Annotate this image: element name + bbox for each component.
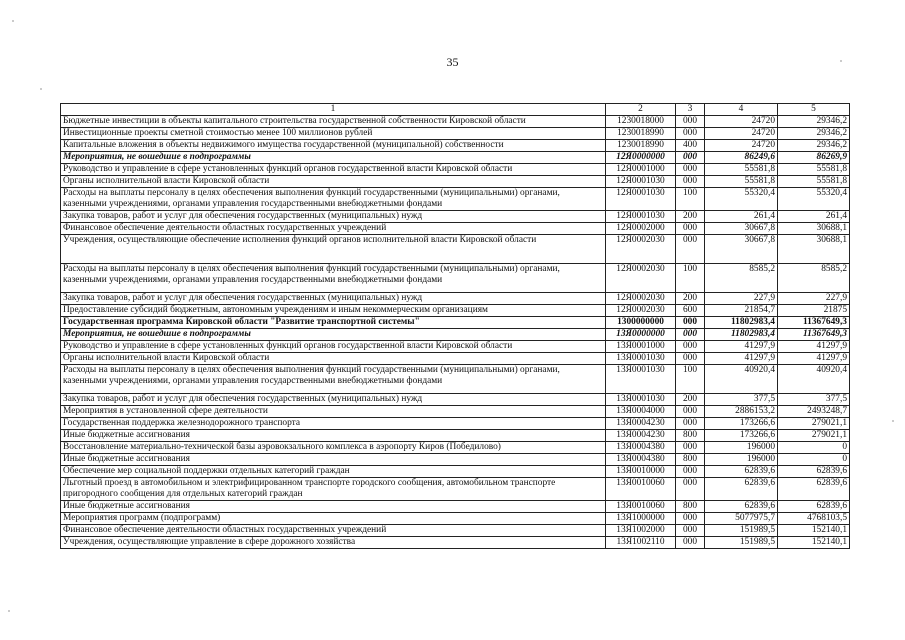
row-type-cell: 000 [676, 317, 705, 329]
row-year1-value: 261,4 [705, 211, 778, 223]
table-row [61, 525, 850, 537]
row-year2-value: 377,5 [778, 394, 850, 406]
row-code-cell: 1230018990 [606, 128, 676, 140]
row-year1-value: 196000 [705, 442, 778, 454]
row-type-cell: 100 [676, 188, 705, 211]
row-type-cell: 800 [676, 454, 705, 466]
row-name-cell: Обеспечение мер социальной поддержки отдельных категорий граждан [61, 466, 606, 478]
row-type-cell: 000 [676, 442, 705, 454]
row-year2-value: 261,4 [778, 211, 850, 223]
row-year1-value: 8585,2 [705, 264, 778, 293]
row-year2-value: 152140,1 [778, 525, 850, 537]
row-name-cell: Руководство и управление в сфере установленных функций органов государственной власти Кировской области [61, 164, 606, 176]
row-type-cell: 000 [676, 353, 705, 365]
table-row [61, 430, 850, 442]
row-year1-value: 41297,9 [705, 341, 778, 353]
row-year1-value: 40920,4 [705, 365, 778, 394]
row-code-cell: 13Я0004000 [606, 406, 676, 418]
row-name-cell: Иные бюджетные ассигнования [61, 454, 606, 466]
table-row [61, 353, 850, 365]
row-type-cell: 800 [676, 501, 705, 513]
row-type-cell: 000 [676, 116, 705, 128]
row-code-cell: 13Я0010060 [606, 501, 676, 513]
row-code-cell: 13Я0001030 [606, 365, 676, 394]
row-year1-value: 30667,8 [705, 223, 778, 235]
row-code-cell: 13Я0004380 [606, 454, 676, 466]
scan-speck [40, 88, 42, 90]
row-code-cell: 12Я0002000 [606, 223, 676, 235]
row-year2-value: 29346,2 [778, 140, 850, 152]
row-year2-value: 152140,1 [778, 537, 850, 549]
table-row [61, 293, 850, 305]
row-year2-value: 30688,1 [778, 223, 850, 235]
row-name-cell: Мероприятия, не вошедшие в подпрограммы [61, 329, 606, 341]
table-row [61, 442, 850, 454]
row-code-cell: 13Я0010000 [606, 466, 676, 478]
row-year1-value: 55581,8 [705, 176, 778, 188]
table-row [61, 394, 850, 406]
row-name-cell: Расходы на выплаты персоналу в целях обеспечения выполнения функций государственными (муниципальными) органами, казенными учреждениями, органами управления государственными внебюджетными фондами [61, 188, 606, 211]
row-year2-value: 40920,4 [778, 365, 850, 394]
row-year2-value: 41297,9 [778, 353, 850, 365]
row-type-cell: 000 [676, 406, 705, 418]
row-year2-value: 0 [778, 442, 850, 454]
row-type-cell: 800 [676, 430, 705, 442]
table-row [61, 140, 850, 152]
row-name-cell: Финансовое обеспечение деятельности областных государственных учреждений [61, 223, 606, 235]
row-year2-value: 2493248,7 [778, 406, 850, 418]
table-row [61, 116, 850, 128]
row-year1-value: 151989,5 [705, 525, 778, 537]
scan-speck [8, 610, 10, 612]
row-name-cell: Государственная поддержка железнодорожного транспорта [61, 418, 606, 430]
row-code-cell: 13Я0001000 [606, 341, 676, 353]
table-row [61, 406, 850, 418]
row-name-cell: Закупка товаров, работ и услуг для обеспечения государственных (муниципальных) нужд [61, 293, 606, 305]
row-type-cell: 000 [676, 164, 705, 176]
header-col-code: 2 [606, 104, 676, 116]
table-row [61, 513, 850, 525]
row-year1-value: 151989,5 [705, 537, 778, 549]
table-row [61, 329, 850, 341]
row-year1-value: 2886153,2 [705, 406, 778, 418]
row-type-cell: 000 [676, 341, 705, 353]
row-code-cell: 13Я0010060 [606, 478, 676, 501]
row-year1-value: 24720 [705, 140, 778, 152]
scan-speck [892, 420, 894, 422]
row-name-cell: Органы исполнительной власти Кировской области [61, 176, 606, 188]
row-type-cell: 400 [676, 140, 705, 152]
row-code-cell: 13Я0004230 [606, 430, 676, 442]
row-year1-value: 41297,9 [705, 353, 778, 365]
row-type-cell: 000 [676, 418, 705, 430]
row-name-cell: Закупка товаров, работ и услуг для обеспечения государственных (муниципальных) нужд [61, 394, 606, 406]
row-code-cell: 12Я0001030 [606, 211, 676, 223]
row-year1-value: 173266,6 [705, 418, 778, 430]
table-row [61, 478, 850, 501]
row-name-cell: Учреждения, осуществляющие управление в сфере дорожного хозяйства [61, 537, 606, 549]
table-row [61, 466, 850, 478]
table-row [61, 152, 850, 164]
row-year2-value: 55581,8 [778, 164, 850, 176]
header-col-year1: 4 [705, 104, 778, 116]
row-year2-value: 55581,8 [778, 176, 850, 188]
row-year2-value: 41297,9 [778, 341, 850, 353]
row-name-cell: Льготный проезд в автомобильном и электрифицированном транспорте городского сообщения, автомобильном транспорте пригородного сообщения для отдельных категорий граждан [61, 478, 606, 501]
row-code-cell: 12Я0001030 [606, 188, 676, 211]
row-year1-value: 5077975,7 [705, 513, 778, 525]
row-type-cell: 000 [676, 176, 705, 188]
row-type-cell: 100 [676, 264, 705, 293]
row-name-cell: Мероприятия программ (подпрограмм) [61, 513, 606, 525]
row-name-cell: Предоставление субсидий бюджетным, автономным учреждениям и иным некоммерческим организациям [61, 305, 606, 317]
row-year1-value: 62839,6 [705, 501, 778, 513]
row-year2-value: 21875 [778, 305, 850, 317]
row-code-cell: 12Я0001030 [606, 176, 676, 188]
row-year1-value: 55320,4 [705, 188, 778, 211]
row-type-cell: 000 [676, 466, 705, 478]
row-year1-value: 227,9 [705, 293, 778, 305]
row-name-cell: Восстановление материально-технической базы аэровокзального комплекса в аэропорту Киров (Победилово) [61, 442, 606, 454]
row-type-cell: 000 [676, 152, 705, 164]
row-code-cell: 1230018990 [606, 140, 676, 152]
row-year1-value: 21854,7 [705, 305, 778, 317]
row-year1-value: 55581,8 [705, 164, 778, 176]
row-year1-value: 62839,6 [705, 478, 778, 501]
table-row [61, 501, 850, 513]
row-type-cell: 000 [676, 537, 705, 549]
row-code-cell: 1300000000 [606, 317, 676, 329]
row-code-cell: 12Я0002030 [606, 264, 676, 293]
row-year1-value: 11802983,4 [705, 329, 778, 341]
row-year2-value: 279021,1 [778, 430, 850, 442]
row-year1-value: 30667,8 [705, 235, 778, 264]
scan-speck [840, 60, 842, 62]
row-name-cell: Государственная программа Кировской области "Развитие транспортной системы" [61, 317, 606, 329]
row-year2-value: 62839,6 [778, 478, 850, 501]
row-type-cell: 200 [676, 211, 705, 223]
header-col-name: 1 [61, 104, 606, 116]
row-year2-value: 55320,4 [778, 188, 850, 211]
row-type-cell: 000 [676, 478, 705, 501]
row-code-cell: 13Я0001030 [606, 353, 676, 365]
row-year2-value: 29346,2 [778, 128, 850, 140]
row-year1-value: 377,5 [705, 394, 778, 406]
row-year2-value: 8585,2 [778, 264, 850, 293]
row-code-cell: 12Я0001000 [606, 164, 676, 176]
row-type-cell: 200 [676, 293, 705, 305]
row-name-cell: Иные бюджетные ассигнования [61, 430, 606, 442]
row-type-cell: 100 [676, 365, 705, 394]
table-row [61, 365, 850, 394]
row-code-cell: 13Я0001030 [606, 394, 676, 406]
row-code-cell: 12Я0002030 [606, 293, 676, 305]
row-type-cell: 000 [676, 525, 705, 537]
table-row [61, 537, 850, 549]
row-type-cell: 000 [676, 128, 705, 140]
row-code-cell: 13Я0004230 [606, 418, 676, 430]
table-row [61, 128, 850, 140]
row-code-cell: 12Я0000000 [606, 152, 676, 164]
row-year2-value: 4768103,5 [778, 513, 850, 525]
row-year2-value: 11367649,3 [778, 317, 850, 329]
row-code-cell: 13Я1000000 [606, 513, 676, 525]
row-type-cell: 200 [676, 394, 705, 406]
row-name-cell: Капитальные вложения в объекты недвижимого имущества государственной (муниципальной) собственности [61, 140, 606, 152]
row-code-cell: 13Я1002000 [606, 525, 676, 537]
row-name-cell: Мероприятия в установленной сфере деятельности [61, 406, 606, 418]
row-type-cell: 600 [676, 305, 705, 317]
table-row [61, 341, 850, 353]
row-year1-value: 196000 [705, 454, 778, 466]
row-code-cell: 13Я0000000 [606, 329, 676, 341]
row-code-cell: 1230018000 [606, 116, 676, 128]
table-row [61, 264, 850, 293]
row-year2-value: 62839,6 [778, 466, 850, 478]
table-row [61, 164, 850, 176]
row-year2-value: 279021,1 [778, 418, 850, 430]
row-name-cell: Иные бюджетные ассигнования [61, 501, 606, 513]
row-name-cell: Финансовое обеспечение деятельности областных государственных учреждений [61, 525, 606, 537]
table-row [61, 418, 850, 430]
row-name-cell: Расходы на выплаты персоналу в целях обеспечения выполнения функций государственными (муниципальными) органами, казенными учреждениями, органами управления государственными внебюджетными фондами [61, 264, 606, 293]
row-type-cell: 000 [676, 235, 705, 264]
row-year2-value: 0 [778, 454, 850, 466]
row-code-cell: 12Я0002030 [606, 235, 676, 264]
page-number: 35 [446, 55, 459, 69]
row-year1-value: 24720 [705, 116, 778, 128]
row-name-cell: Мероприятия, не вошедшие в подпрограммы [61, 152, 606, 164]
row-year1-value: 24720 [705, 128, 778, 140]
budget-table [60, 103, 850, 549]
table-row [61, 235, 850, 264]
row-year2-value: 227,9 [778, 293, 850, 305]
row-year2-value: 11367649,3 [778, 329, 850, 341]
row-name-cell: Расходы на выплаты персоналу в целях обеспечения выполнения функций государственными (муниципальными) органами, казенными учреждениями, органами управления государственными внебюджетными фондами [61, 365, 606, 394]
row-name-cell: Закупка товаров, работ и услуг для обеспечения государственных (муниципальных) нужд [61, 211, 606, 223]
row-name-cell: Органы исполнительной власти Кировской области [61, 353, 606, 365]
header-col-type: 3 [676, 104, 705, 116]
row-year1-value: 173266,6 [705, 430, 778, 442]
table-row [61, 317, 850, 329]
scan-speck [12, 20, 14, 22]
row-year2-value: 62839,6 [778, 501, 850, 513]
row-year2-value: 29346,2 [778, 116, 850, 128]
table-row [61, 223, 850, 235]
row-name-cell: Учреждения, осуществляющие обеспечение исполнения функций органов исполнительной власти Кировской области [61, 235, 606, 264]
row-year1-value: 62839,6 [705, 466, 778, 478]
table-row [61, 211, 850, 223]
table-row [61, 188, 850, 211]
row-code-cell: 13Я0004380 [606, 442, 676, 454]
table-row [61, 176, 850, 188]
row-name-cell: Инвестиционные проекты сметной стоимостью менее 100 миллионов рублей [61, 128, 606, 140]
row-code-cell: 12Я0002030 [606, 305, 676, 317]
table-body [61, 116, 850, 549]
row-name-cell: Руководство и управление в сфере установленных функций органов государственной власти Кировской области [61, 341, 606, 353]
row-type-cell: 000 [676, 329, 705, 341]
row-code-cell: 13Я1002110 [606, 537, 676, 549]
table-row [61, 454, 850, 466]
row-year2-value: 86269,9 [778, 152, 850, 164]
table-header-row [61, 104, 850, 116]
row-name-cell: Бюджетные инвестиции в объекты капитального строительства государственной собственности Кировской области [61, 116, 606, 128]
table-row [61, 305, 850, 317]
row-type-cell: 000 [676, 513, 705, 525]
row-type-cell: 000 [676, 223, 705, 235]
row-year1-value: 11802983,4 [705, 317, 778, 329]
row-year1-value: 86249,6 [705, 152, 778, 164]
header-col-year2: 5 [778, 104, 850, 116]
row-year2-value: 30688,1 [778, 235, 850, 264]
